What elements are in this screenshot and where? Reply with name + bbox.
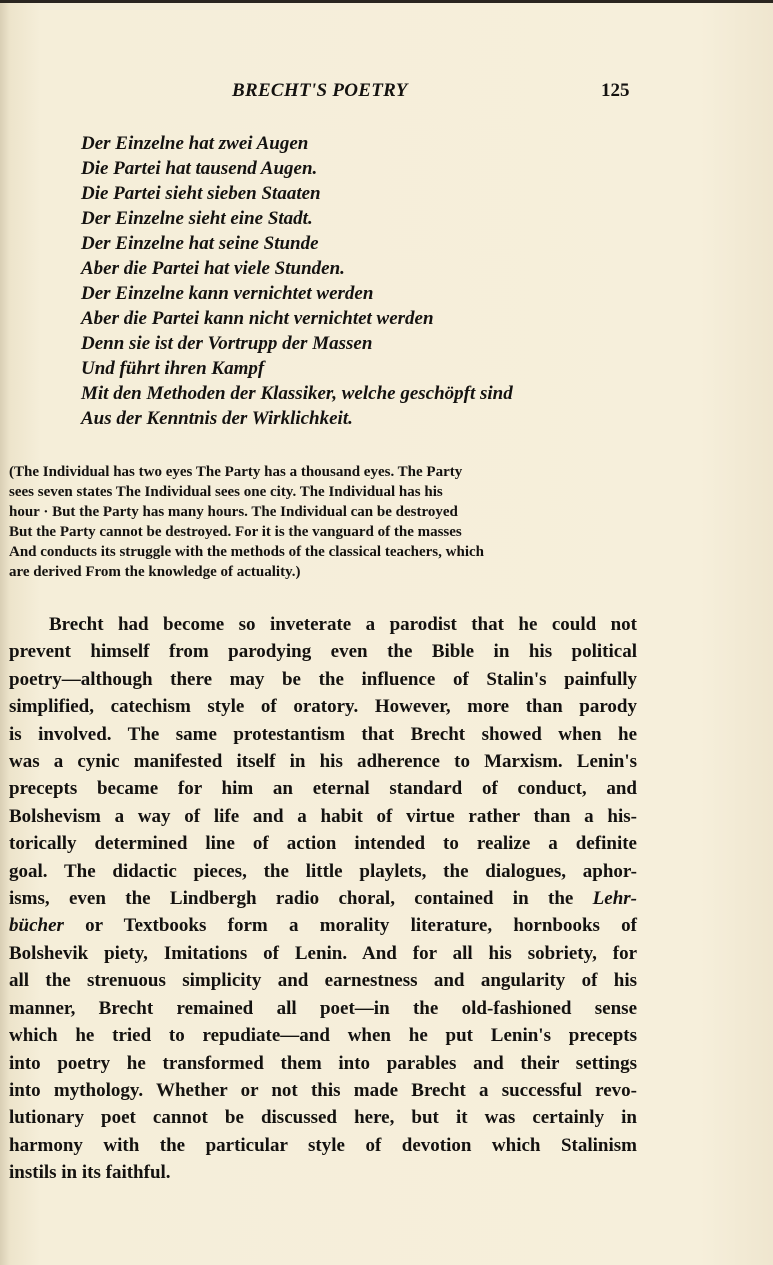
poem-line: Der Einzelne kann vernichtet werden [81, 283, 374, 304]
body-line: into mythology. Whether or not this made Brecht a successful revo- [9, 1079, 637, 1101]
poem-line: Aber die Partei kann nicht vernichtet werden [81, 308, 434, 329]
body-paragraph [9, 611, 637, 1187]
page-number: 125 [601, 80, 630, 101]
poem-line: Mit den Methoden der Klassiker, welche geschöpft sind [81, 383, 513, 404]
body-line-text: or Textbooks form a morality literature, hornbooks of [85, 915, 637, 937]
translation-line: And conducts its struggle with the methods of the classical teachers, which [9, 544, 484, 560]
poem-line: Aber die Partei hat viele Stunden. [81, 258, 345, 279]
body-line: is involved. The same protestantism that Brecht showed when he [9, 723, 637, 745]
poem-line: Aus der Kenntnis der Wirklichkeit. [81, 408, 353, 429]
body-line: was a cynic manifested itself in his adherence to Marxism. Lenin's [9, 751, 637, 773]
body-line: which he tried to repudiate—and when he put Lenin's precepts [9, 1025, 637, 1047]
translation-line: are derived From the knowledge of actuality.) [9, 564, 301, 580]
body-line: simplified, catechism style of oratory. However, more than parody [9, 696, 637, 718]
italic-term: bücher [9, 915, 64, 937]
body-line: instils in its faithful. [9, 1162, 171, 1184]
top-edge-rule [0, 0, 773, 3]
body-line: prevent himself from parodying even the Bible in his political [9, 641, 637, 663]
german-poem [81, 131, 701, 431]
poem-line: Der Einzelne hat zwei Augen [81, 133, 309, 154]
body-line-text: isms, even the Lindbergh radio choral, contained in the [9, 888, 574, 910]
body-line-with-italic [9, 912, 637, 939]
poem-line: Die Partei sieht sieben Staaten [81, 183, 321, 204]
body-line: manner, Brecht remained all poet—in the old-fashioned sense [9, 997, 637, 1019]
body-line: precepts became for him an eternal standard of conduct, and [9, 778, 637, 800]
body-line: torically determined line of action intended to realize a definite [9, 833, 637, 855]
body-line: goal. The didactic pieces, the little playlets, the dialogues, aphor- [9, 860, 637, 882]
translation-line: sees seven states The Individual sees one city. The Individual has his [9, 484, 443, 500]
poem-line: Die Partei hat tausend Augen. [81, 158, 318, 179]
poem-line: Der Einzelne sieht eine Stadt. [81, 208, 313, 229]
body-line: harmony with the particular style of devotion which Stalinism [9, 1134, 637, 1156]
poem-line: Und führt ihren Kampf [81, 358, 265, 379]
poem-line: Denn sie ist der Vortrupp der Massen [81, 333, 373, 354]
body-line: Bolshevism a way of life and a habit of virtue rather than a his- [9, 805, 637, 827]
translation-line: (The Individual has two eyes The Party has a thousand eyes. The Party [9, 464, 463, 480]
translation-line: But the Party cannot be destroyed. For it is the vanguard of the masses [9, 524, 462, 540]
body-line: all the strenuous simplicity and earnestness and angularity of his [9, 970, 637, 992]
body-line: Brecht had become so inveterate a parodist that he could not [49, 614, 637, 635]
running-head: BRECHT'S POETRY [232, 80, 408, 101]
body-line: poetry—although there may be the influence of Stalin's painfully [9, 668, 637, 690]
poem-translation [9, 462, 641, 582]
page-header [0, 80, 773, 104]
translation-line: hour · But the Party has many hours. The Individual can be destroyed [9, 504, 458, 520]
body-line: lutionary poet cannot be discussed here, but it was certainly in [9, 1107, 637, 1129]
body-line: into poetry he transformed them into parables and their settings [9, 1052, 637, 1074]
italic-term: Lehr- [592, 888, 637, 910]
poem-line: Der Einzelne hat seine Stunde [81, 233, 319, 254]
body-line: Bolshevik piety, Imitations of Lenin. And for all his sobriety, for [9, 942, 637, 964]
body-line-with-italic [9, 885, 637, 912]
